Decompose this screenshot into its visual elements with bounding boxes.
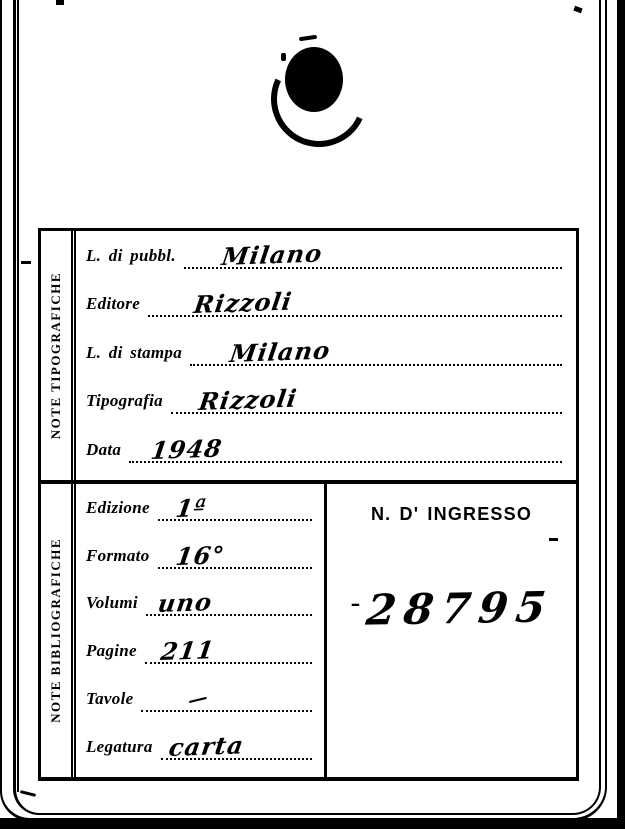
handwritten-value: — [187,685,210,713]
field-label: Tipografia [86,391,163,411]
fields-tipografiche [76,231,576,480]
field-row-edizione [86,486,312,534]
handwritten-value: uno [155,587,215,619]
field-row-formato [86,534,312,582]
field-row-volumi [86,582,312,630]
ingresso-header: N. D' INGRESSO [370,504,533,524]
dotted-line [190,335,562,368]
handwritten-value: 1948 [149,433,225,465]
dotted-line [145,635,312,667]
sidebar-label: NOTE BIBLIOGRAFICHE [48,538,63,723]
handwritten-value: 1ª [173,492,209,523]
ink-speck [56,0,64,5]
field-label: Formato [86,545,150,565]
field-row-data [86,427,562,476]
handwritten-value: Rizzoli [196,383,300,417]
field-label: Editore [86,294,141,314]
ingresso-box [324,484,576,777]
field-label: Volumi [86,593,138,613]
handwritten-value: 16° [173,539,227,571]
handwritten-value: Rizzoli [192,286,295,320]
field-row-pagine [86,629,312,677]
field-row-editore [86,282,562,331]
handwritten-value: Milano [228,335,333,368]
field-label: L. di pubbl. [86,245,176,265]
field-label: Pagine [86,641,137,661]
fields-bibliografiche [76,484,324,777]
dotted-line [146,587,312,619]
ingresso-dash: - [350,586,361,621]
field-row-tavole [86,677,312,725]
card-edge-line [17,0,19,792]
sidebar-tipografiche [41,231,76,480]
dotted-line [184,238,562,271]
handwritten-value: 211 [158,635,217,667]
handwritten-value: Milano [219,238,325,271]
field-label: L. di stampa [86,342,183,362]
dotted-line [158,539,312,571]
ink-speck [21,261,31,264]
sidebar-bibliografiche [41,484,76,777]
hole-punch-spot [281,53,286,61]
field-label: Edizione [86,497,150,517]
section-note-bibliografiche [41,484,576,777]
sidebar-label: NOTE TIPOGRAFICHE [48,271,63,440]
handwritten-value: carta [166,730,246,762]
field-label: Legatura [86,736,153,756]
field-row-pubbl [86,233,562,282]
section-note-tipografiche [41,231,576,480]
ingresso-number-row [327,584,576,633]
dotted-line [129,433,562,465]
field-row-tipografia [86,379,562,428]
scanner-background-right [617,0,625,829]
field-label: Data [86,439,122,459]
catalog-form [38,228,579,781]
field-label: Tavole [86,689,134,709]
field-row-stampa [86,330,562,379]
dotted-line [171,383,562,417]
ink-mark [549,538,558,541]
dotted-line [148,286,562,320]
dotted-line [141,685,312,713]
dotted-line [161,730,312,762]
field-row-legatura [86,725,312,773]
ingresso-number: 28795 [363,582,556,635]
dotted-line [158,492,312,523]
